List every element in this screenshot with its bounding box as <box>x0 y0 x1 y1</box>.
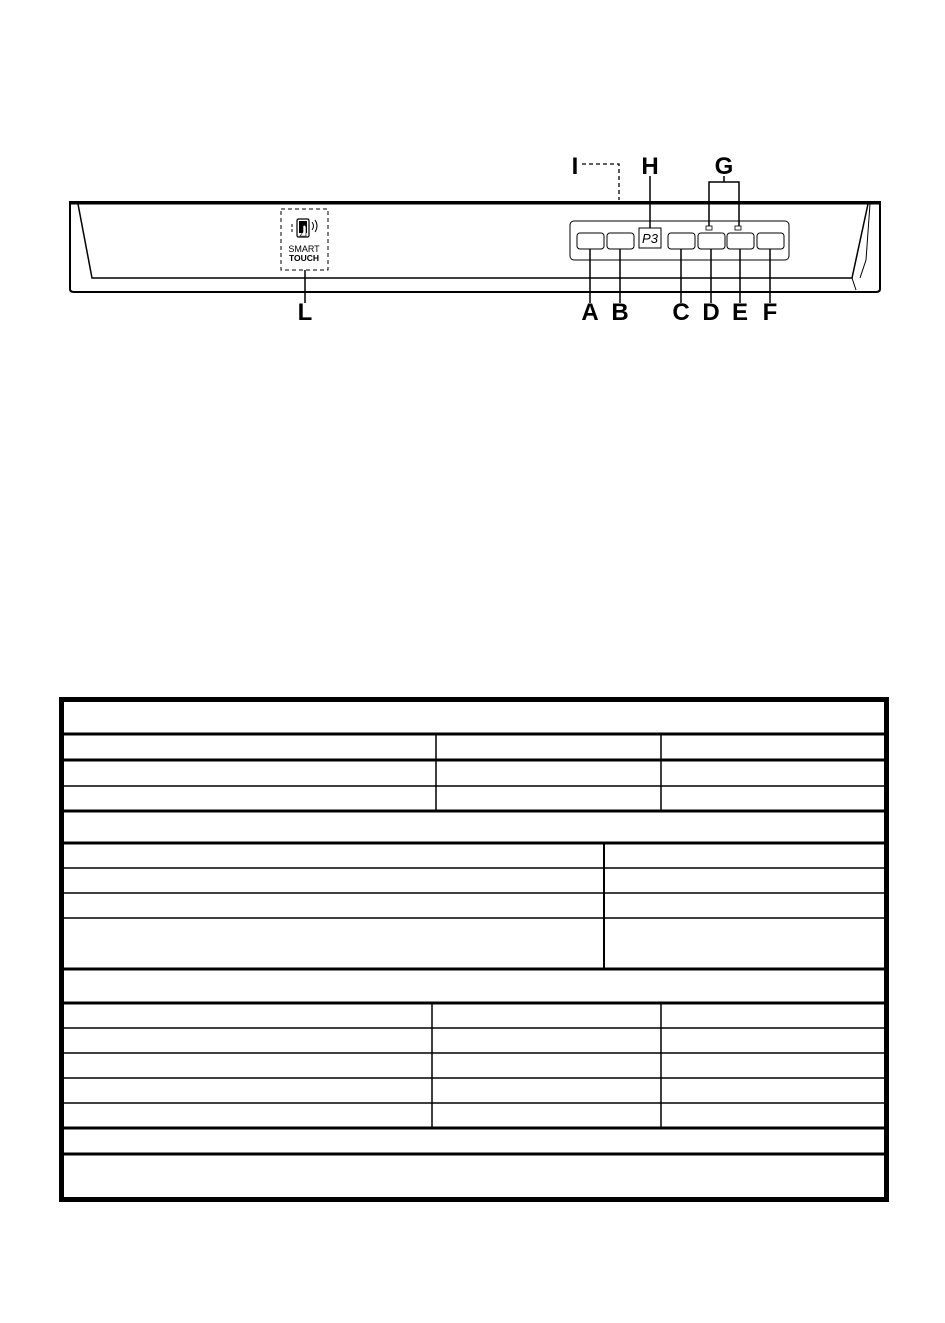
callout-i: I <box>571 153 579 180</box>
callout-f: F <box>762 299 778 326</box>
table-grid <box>64 702 884 1197</box>
button-b[interactable] <box>607 233 634 249</box>
callout-d: D <box>702 299 720 326</box>
indicator-led-e <box>735 226 741 230</box>
callout-a: A <box>581 299 599 326</box>
button-e[interactable] <box>727 233 754 249</box>
smart-touch-label-line1: SMART <box>288 244 320 254</box>
callout-b: B <box>611 299 629 326</box>
smart-touch-label-line2: TOUCH <box>288 253 320 263</box>
indicator-led-d <box>706 226 712 230</box>
display-readout: P3 <box>642 231 658 246</box>
callout-l: L <box>297 299 313 326</box>
button-f[interactable] <box>757 233 784 249</box>
callout-e: E <box>731 299 749 326</box>
button-a[interactable] <box>577 233 604 249</box>
button-c[interactable] <box>668 233 695 249</box>
button-d[interactable] <box>698 233 725 249</box>
specification-table <box>59 697 889 1202</box>
callout-g: G <box>714 153 734 180</box>
callout-c: C <box>672 299 690 326</box>
callout-h: H <box>641 153 659 180</box>
